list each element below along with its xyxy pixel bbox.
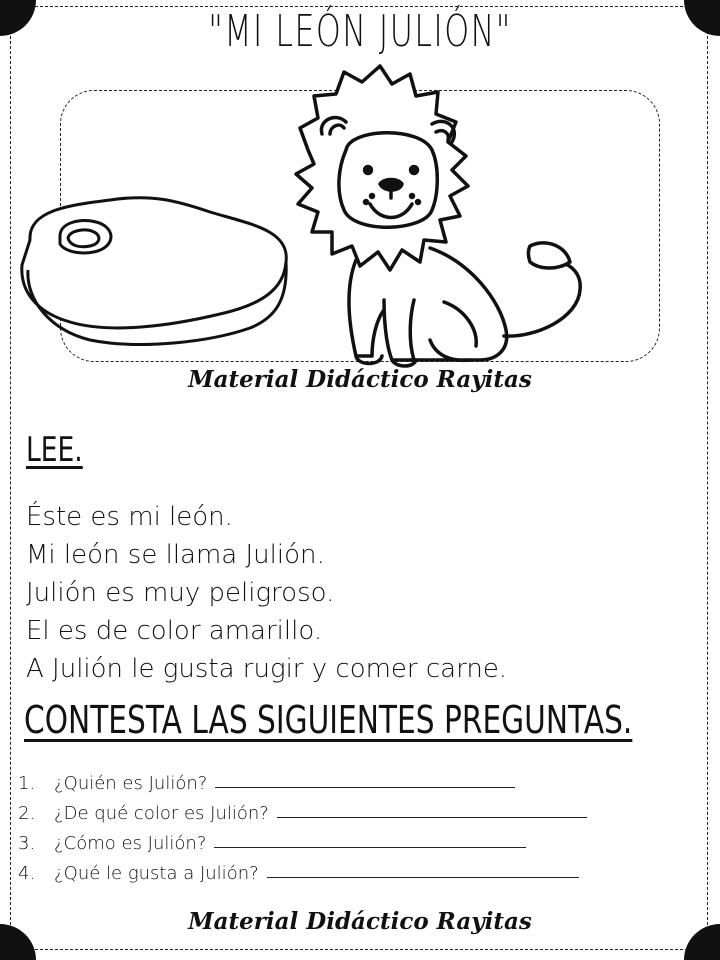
question-item bbox=[18, 824, 698, 854]
reading-line: Mi león se llama Julión. bbox=[26, 540, 325, 570]
lion-drawing bbox=[296, 66, 580, 366]
meat-steak-drawing bbox=[22, 198, 286, 345]
reading-passage bbox=[26, 498, 507, 688]
question-number: 2. bbox=[18, 803, 36, 824]
answer-line[interactable] bbox=[215, 786, 515, 788]
answer-line[interactable] bbox=[214, 846, 526, 848]
watermark-bottom: Material Didáctico Rayitas bbox=[188, 908, 532, 935]
questions-heading: CONTESTA LAS SIGUIENTES PREGUNTAS. bbox=[24, 698, 633, 742]
answer-line[interactable] bbox=[267, 876, 579, 878]
question-number: 1. bbox=[18, 773, 36, 794]
reading-line: Julión es muy peligroso. bbox=[26, 578, 335, 608]
question-item bbox=[18, 854, 698, 884]
question-number: 3. bbox=[18, 833, 36, 854]
question-text: ¿Cómo es Julión? bbox=[54, 833, 207, 854]
illustration-area bbox=[0, 60, 720, 370]
reading-line: A Julión le gusta rugir y comer carne. bbox=[26, 654, 508, 684]
question-text: ¿Quién es Julión? bbox=[54, 773, 208, 794]
reading-line: Éste es mi león. bbox=[26, 502, 233, 532]
read-heading: LEE. bbox=[26, 430, 83, 470]
worksheet-title: "MI LEÓN JULIÓN" bbox=[208, 6, 512, 57]
reading-line: El es de color amarillo. bbox=[26, 616, 323, 646]
questions-list bbox=[18, 764, 698, 884]
question-text: ¿De qué color es Julión? bbox=[54, 803, 269, 824]
question-item bbox=[18, 764, 698, 794]
answer-line[interactable] bbox=[277, 816, 587, 818]
question-number: 4. bbox=[18, 863, 36, 884]
question-item bbox=[18, 794, 698, 824]
watermark-top: Material Didáctico Rayitas bbox=[188, 366, 532, 393]
question-text: ¿Qué le gusta a Julión? bbox=[54, 863, 259, 884]
